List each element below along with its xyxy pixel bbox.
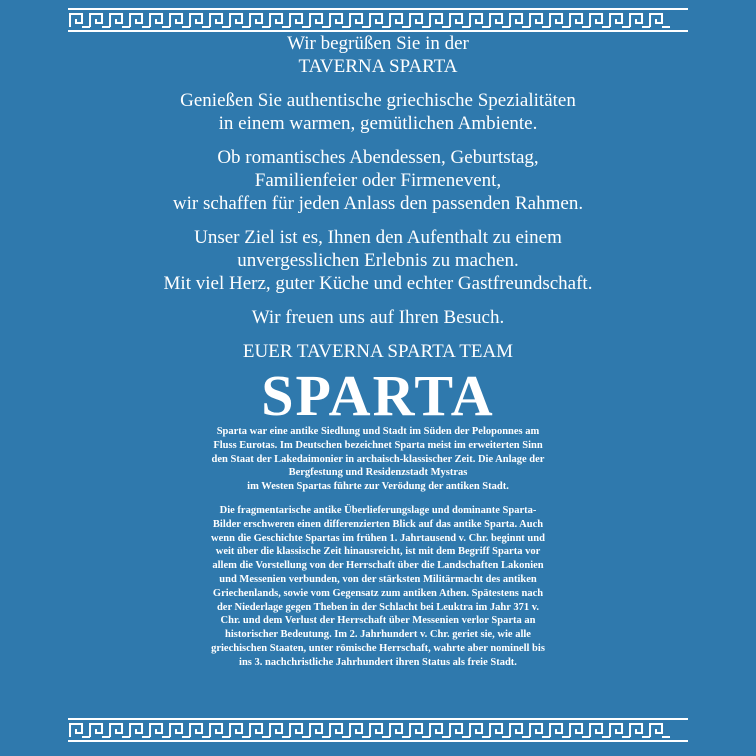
history-line: Fluss Eurotas. Im Deutschen bezeichnet Sparta meist im erweiterten Sinn bbox=[213, 439, 543, 451]
history-line: ins 3. nachchristliche Jahrhundert ihren Status als freie Stadt. bbox=[239, 656, 517, 668]
signature-line: EUER TAVERNA SPARTA TEAM bbox=[242, 341, 514, 362]
history-section bbox=[128, 425, 628, 670]
history-line: Chr. und dem Verlust der Herrschaft über Messenien verlor Sparta an bbox=[220, 615, 536, 627]
page-title: SPARTA bbox=[261, 363, 495, 428]
history-line: Die fragmentarische antike Überlieferungslage und dominante Sparta- bbox=[219, 504, 537, 516]
history-line: griechischen Staaten, unter römische Herrschaft, wahrte aber nominell bis bbox=[211, 642, 545, 654]
meander-pattern bbox=[70, 724, 670, 737]
main-content bbox=[40, 32, 716, 670]
greeting-line: Wir begrüßen Sie in der bbox=[287, 33, 469, 54]
text-line: unvergesslichen Erlebnis zu machen. bbox=[237, 250, 519, 271]
greek-key-border-top bbox=[68, 8, 688, 32]
history-line: weit über die klassische Zeit hinausreicht, ist mit dem Begriff Sparta vor bbox=[215, 546, 541, 558]
text-line: Genießen Sie authentische griechische Spezialitäten bbox=[180, 90, 576, 111]
greeting-section bbox=[40, 32, 716, 363]
greeting-paragraph-4 bbox=[40, 226, 716, 295]
text-line: Ob romantisches Abendessen, Geburtstag, bbox=[217, 147, 539, 168]
text-line: Mit viel Herz, guter Küche und echter Gastfreundschaft. bbox=[163, 273, 593, 294]
history-line: Sparta war eine antike Siedlung und Stadt im Süden der Peloponnes am bbox=[216, 426, 540, 437]
greeting-paragraph-1 bbox=[40, 32, 716, 78]
history-line: Bergfestung und Residenzstadt Mystras bbox=[288, 467, 468, 479]
text-line: in einem warmen, gemütlichen Ambiente. bbox=[218, 113, 538, 134]
greeting-paragraph-5 bbox=[40, 306, 716, 329]
text-line: Unser Ziel ist es, Ihnen den Aufenthalt zu einem bbox=[194, 227, 562, 248]
history-line: wenn die Geschichte Spartas im frühen 1. Jahrtausend v. Chr. beginnt und bbox=[211, 532, 545, 544]
history-line: im Westen Spartas führte zur Verödung der antiken Stadt. bbox=[247, 481, 509, 493]
restaurant-name: TAVERNA SPARTA bbox=[298, 56, 458, 77]
text-line: wir schaffen für jeden Anlass den passenden Rahmen. bbox=[172, 193, 584, 214]
history-line: und Messenien verbunden, von der stärksten Militärmacht des antiken bbox=[219, 573, 537, 585]
greeting-paragraph-3 bbox=[40, 146, 716, 215]
history-line: den Staat der Lakedaimonier in archaisch-klassischer Zeit. Die Anlage der bbox=[211, 453, 545, 465]
meander-pattern bbox=[70, 14, 670, 27]
history-line: der Niederlage gegen Theben in der Schlacht bei Leuktra im Jahr 371 v. bbox=[216, 601, 540, 613]
history-paragraph-1 bbox=[128, 425, 628, 494]
signature bbox=[40, 340, 716, 363]
text-line: Familienfeier oder Firmenevent, bbox=[254, 170, 502, 191]
history-line: historischer Bedeutung. Im 2. Jahrhundert v. Chr. geriet sie, wie alle bbox=[225, 629, 531, 641]
history-paragraph-2 bbox=[128, 504, 628, 670]
greeting-paragraph-2 bbox=[40, 89, 716, 135]
history-line: Bilder erschweren einen differenzierten Blick auf das antike Sparta. Auch bbox=[212, 518, 544, 530]
greek-key-border-bottom bbox=[68, 718, 688, 742]
history-line: Griechenlands, sowie vom Gegensatz zum antiken Athen. Spätestens nach bbox=[212, 587, 544, 599]
text-line: Wir freuen uns auf Ihren Besuch. bbox=[251, 307, 505, 328]
history-line: allem die Vorstellung von der Herrschaft über die Landschaften Lakonien bbox=[212, 560, 544, 572]
